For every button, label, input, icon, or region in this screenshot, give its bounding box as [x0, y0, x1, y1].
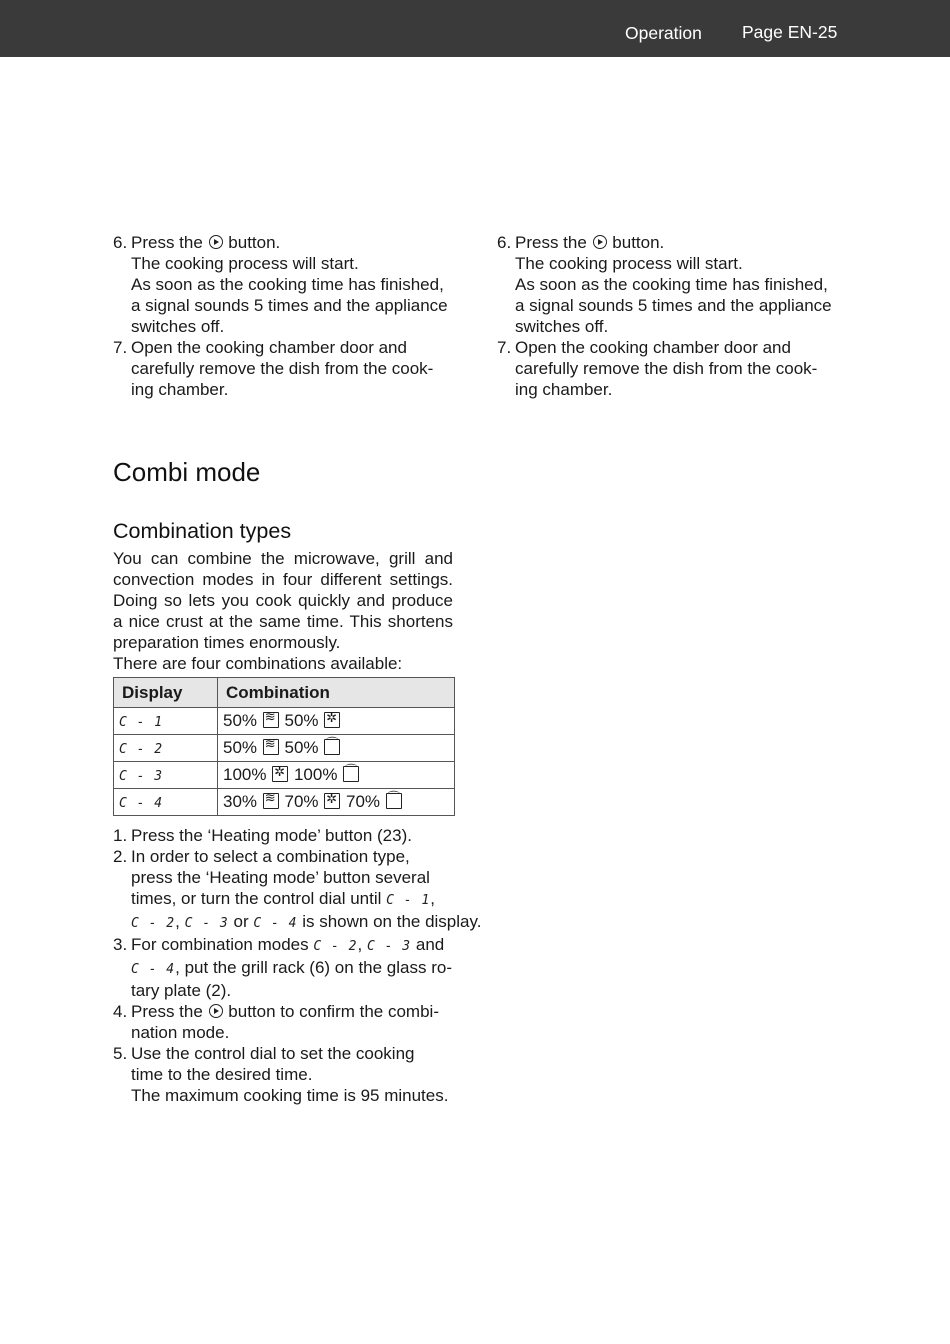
table-row: C - 4 30% ≋ 70% ✲ 70% ⌒ [114, 789, 455, 816]
convection-fan-icon [324, 793, 340, 809]
table-row: C - 2 50% ≋ 50% ⌒ [114, 735, 455, 762]
list-item: 4. Press the button to confirm the combi- nation mode. [113, 1002, 439, 1042]
display-code: C - 3 [184, 916, 229, 931]
combi-steps-list [113, 825, 482, 1106]
list-item: 5. Use the control dial to set the cooking time to the desired time. The maximum cooking time is 95 minutes. [113, 1044, 449, 1105]
table-row: C - 1 50% ≋ 50% ✲ [114, 708, 455, 735]
start-icon [209, 235, 223, 249]
convection-fan-icon [272, 766, 288, 782]
subheading-combination-types: Combination types [113, 519, 292, 543]
column-header-display: Display [114, 678, 218, 708]
intro-paragraph: You can combine the microwave, grill and convection modes in four different settings. Doing so lets you cook quickly and produce a nice crust at the same time. This shortens preparation times enormously. There are four combinations available: [113, 549, 453, 673]
display-code: C - 4 [119, 796, 164, 811]
list-item: 3. For combination modes C - 2, C - 3 and C - 4, put the grill rack (6) on the glass ro- tary plate (2). [113, 935, 452, 1000]
start-icon [593, 235, 607, 249]
display-code: C - 3 [366, 939, 412, 954]
table-row: C - 3 100% ✲ 100% ⌒ [114, 762, 455, 789]
convection-fan-icon [324, 712, 340, 728]
combination-table [113, 677, 455, 816]
section-heading-combi-mode: Combi mode [113, 457, 261, 487]
grill-icon [386, 793, 402, 809]
display-code: C - 2 [119, 742, 164, 757]
list-item: 6. Press the button. The cooking process will start. As soon as the cooking time has finished, a signal sounds 5 times and the appliance switches off. [113, 233, 448, 336]
list-item: 7. Open the cooking chamber door and carefully remove the dish from the cook- ing chamber. [113, 338, 434, 399]
display-code: C - 4 [253, 916, 298, 931]
display-code: C - 2 [131, 916, 176, 931]
start-icon [209, 1004, 223, 1018]
list-item: 6. Press the button. The cooking process will start. As soon as the cooking time has finished, a signal sounds 5 times and the appliance switches off. [497, 233, 832, 336]
list-item: 2. In order to select a combination type, press the ‘Heating mode’ button several times, or turn the control dial until C - 1, C - 2, C - 3 or C - 4 is shown on the display. [113, 847, 482, 931]
right-column-steps [497, 232, 842, 400]
microwave-icon [263, 793, 279, 809]
page-header [0, 0, 950, 57]
display-code: C - 3 [119, 769, 164, 784]
microwave-icon [263, 712, 279, 728]
list-item: 7. Open the cooking chamber door and carefully remove the dish from the cook- ing chamber. [497, 338, 818, 399]
microwave-icon [263, 739, 279, 755]
display-code: C - 1 [119, 715, 164, 730]
column-header-combination: Combination [218, 678, 455, 708]
display-code: C - 1 [386, 893, 431, 908]
grill-icon [343, 766, 359, 782]
header-page-number: Page EN-25 [742, 22, 838, 42]
display-code: C - 4 [131, 962, 176, 977]
display-code: C - 2 [313, 939, 358, 954]
list-item: 1. Press the ‘Heating mode’ button (23). [113, 826, 412, 845]
header-section-title: Operation [625, 23, 702, 43]
left-column-steps [113, 232, 458, 400]
grill-icon [324, 739, 340, 755]
table-header-row [114, 678, 455, 708]
